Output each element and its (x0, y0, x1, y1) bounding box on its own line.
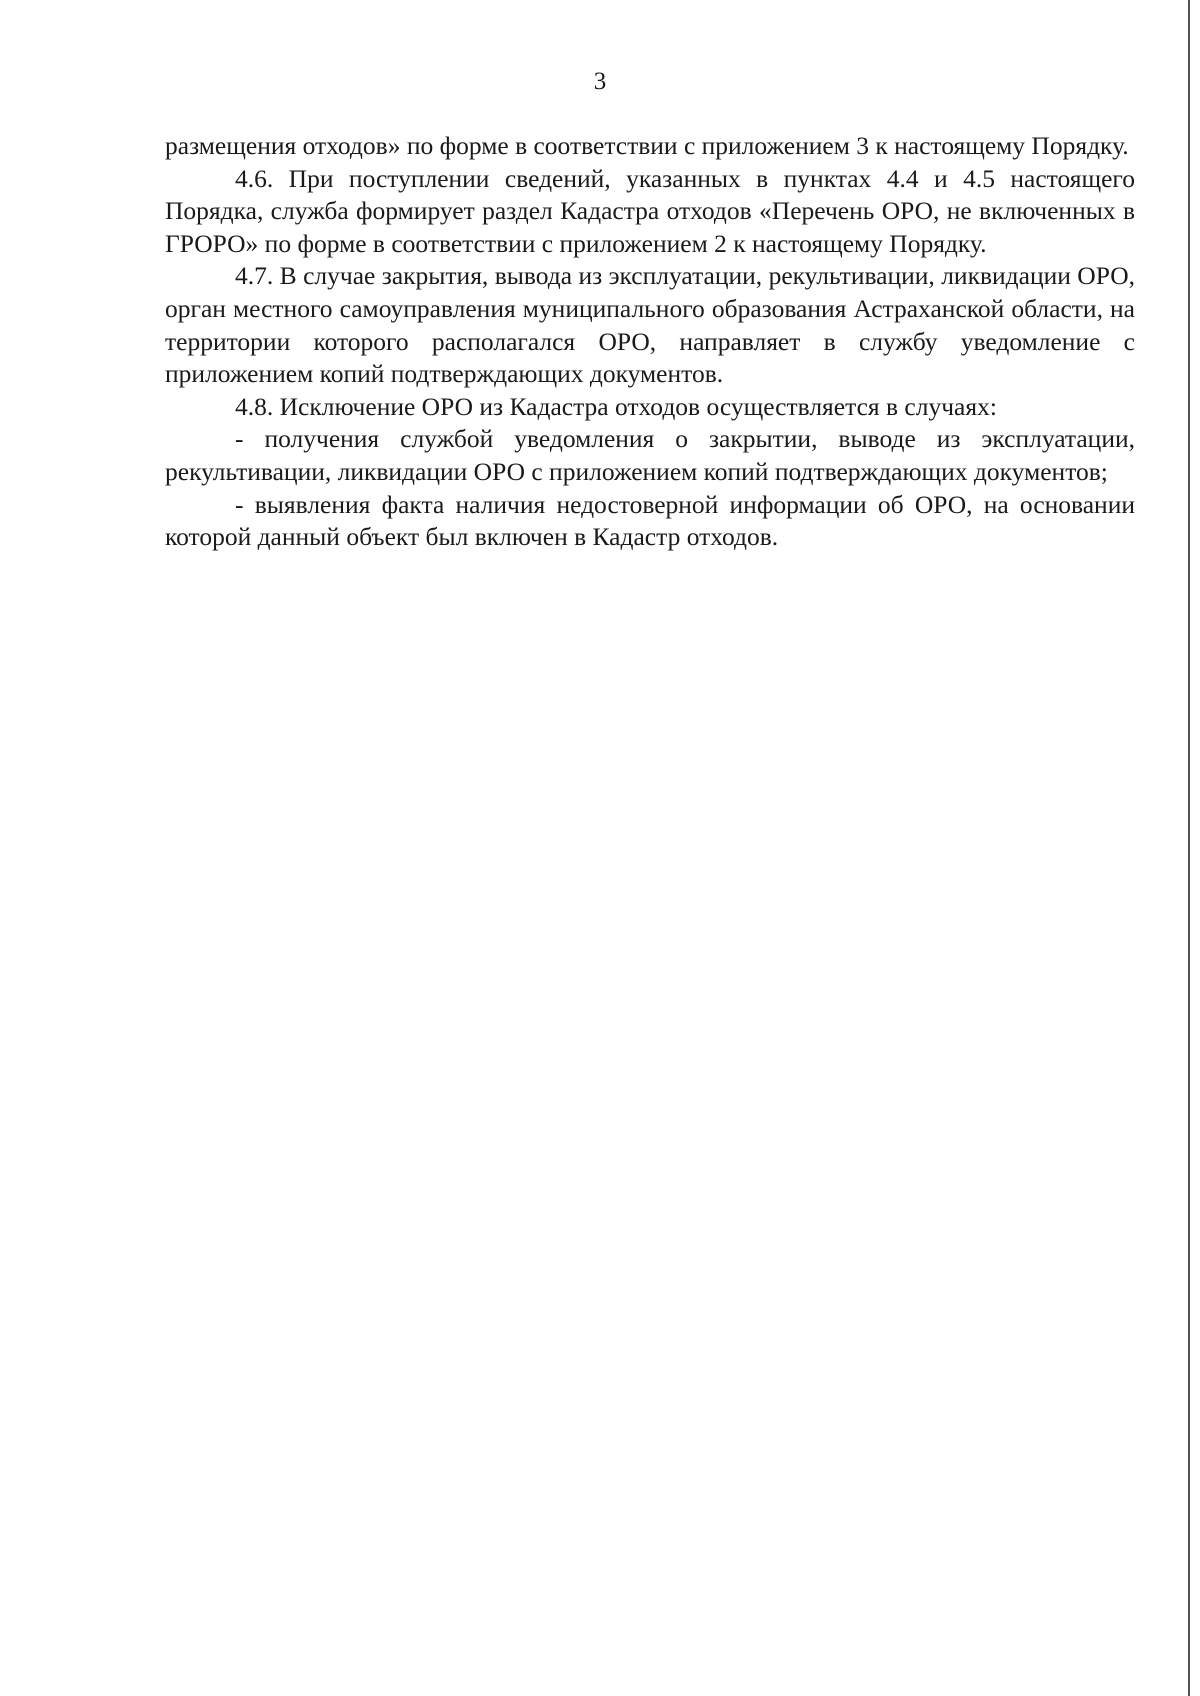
paragraph-4-6: 4.6. При поступлении сведений, указанных в пунктах 4.4 и 4.5 настоящего Порядка, служба формирует раздел Кадастра отходов «Перечень ОРО, не включенных в ГРОРО» по форме в соответствии с приложением 2 к настоящему Порядку. (165, 163, 1135, 258)
list-item-notification: - получения службой уведомления о закрытии, выводе из эксплуатации, рекультивации, ликвидации ОРО с приложением копий подтверждающих документов; (165, 424, 1135, 486)
paragraph-continuation: размещения отходов» по форме в соответствии с приложением 3 к настоящему Порядку. (165, 131, 1129, 160)
page-number: 3 (593, 68, 607, 95)
list-item-false-info: - выявления факта наличия недостоверной информации об ОРО, на основании которой данный объект был включен в Кадастр отходов. (165, 489, 1135, 552)
page-edge-line (1188, 0, 1190, 1696)
paragraph-4-8: 4.8. Исключение ОРО из Кадастра отходов осуществляется в случаях: (235, 391, 997, 421)
paragraph-4-7: 4.7. В случае закрытия, вывода из эксплуатации, рекультивации, ликвидации ОРО, орган местного самоуправления муниципального образования Астраханской области, на территории которого располагался ОРО, направляет в службу уведомление с приложением копий подтверждающих документов. (165, 261, 1135, 389)
document-body (165, 130, 1135, 554)
